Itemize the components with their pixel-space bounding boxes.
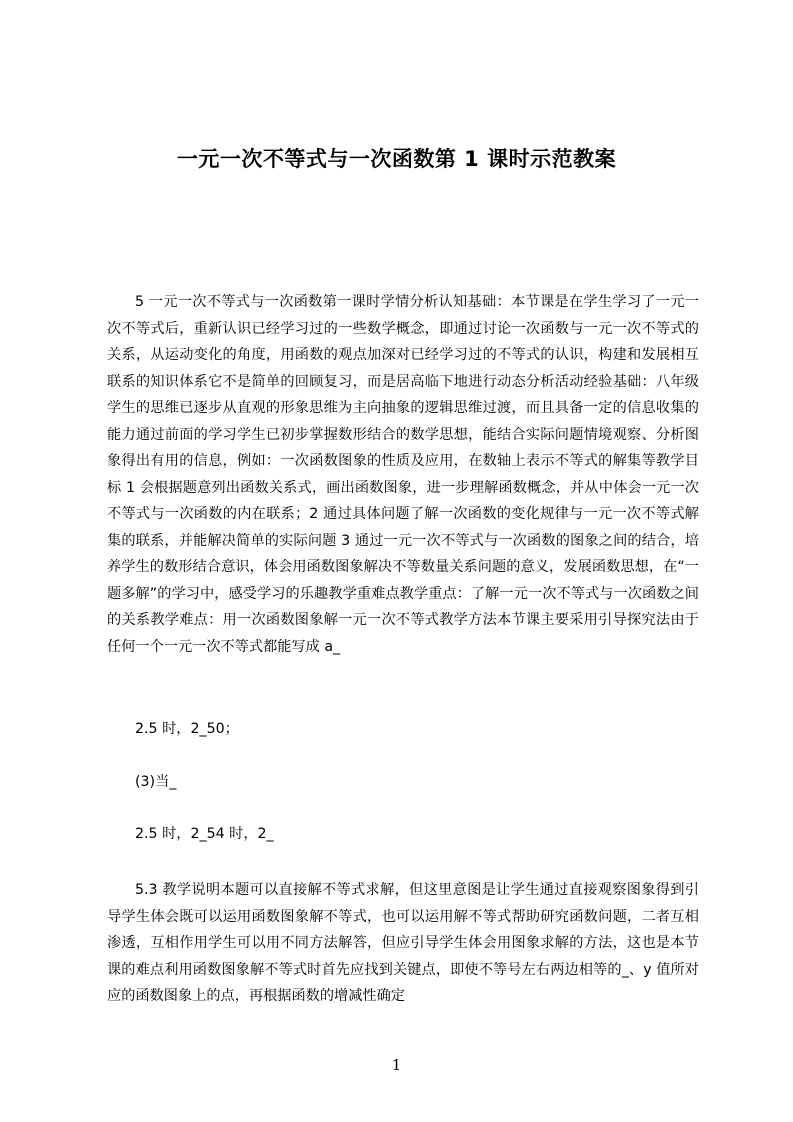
paragraph-lesson-overview: 5 一元一次不等式与一次函数第一课时学情分析认知基础：本节课是在学生学习了一元一次不等式后，重新认识已经学习过的一些数学概念，即通过讨论一次函数与一元一次不等式的关系，从运动变化的角度，用函数的观点加深对已经学习过的不等式的认识，构建和发展相互联系的知识体系它不是简单的回顾复习，而是居高临下地进行动态分析活动经验基础：八年级学生的思维已逐步从直观的形象思维为主向抽象的逻辑思维过渡，而且具备一定的信息收集的能力通过前面的学习学生已初步掌握数形结合的数学思想，能结合实际问题情境观察、分析图象得出有用的信息，例如：一次函数图象的性质及应用，在数轴上表示不等式的解集等教学目标 1 会根据题意列出函数关系式，画出函数图象，进一步理解函数概念，并从中体会一元一次不等式与一次函数的内在联系；2 通过具体问题了解一次函数的变化规律与一元一次不等式解集的联系，并能解决简单的实际问题 3 通过一元一次不等式与一次函数的图象之间的结合，培养学生的数形结合意识，体会用函数图象解决不等数量关系问题的意义，发展函数思想，在“一题多解”的学习中，感受学习的乐趣教学重难点教学重点：了解一元一次不等式与一次函数之间的关系教学难点：用一次函数图象解一元一次不等式教学方法本节课主要采用引导探究法由于任何一个一元一次不等式都能写成 a_	[107, 294, 699, 655]
paragraph-teaching-note: 5.3 教学说明本题可以直接解不等式求解，但这里意图是让学生通过直接观察图象得到引导学生体会既可以运用函数图象解不等式，也可以运用解不等式帮助研究函数问题，二者互相渗透，互相作用学生可以用不同方法解答，但应引导学生体会用图象求解的方法，这也是本节课的难点利用函数图象解不等式时首先应找到关键点，即使不等号左右两边相等的_、y 值所对应的函数图象上的点，再根据函数的增减性确定	[107, 882, 699, 1004]
paragraph-answer-line-3: 2.5 时，2_54 时，2_	[135, 826, 274, 842]
paragraph-answer-line-2: (3)当_	[135, 774, 177, 790]
paragraph-answer-line-1: 2.5 时，2_50；	[135, 721, 239, 737]
page-number: 1	[391, 1056, 402, 1074]
document-title: 一元一次不等式与一次函数第 1 课时示范教案	[176, 147, 617, 171]
